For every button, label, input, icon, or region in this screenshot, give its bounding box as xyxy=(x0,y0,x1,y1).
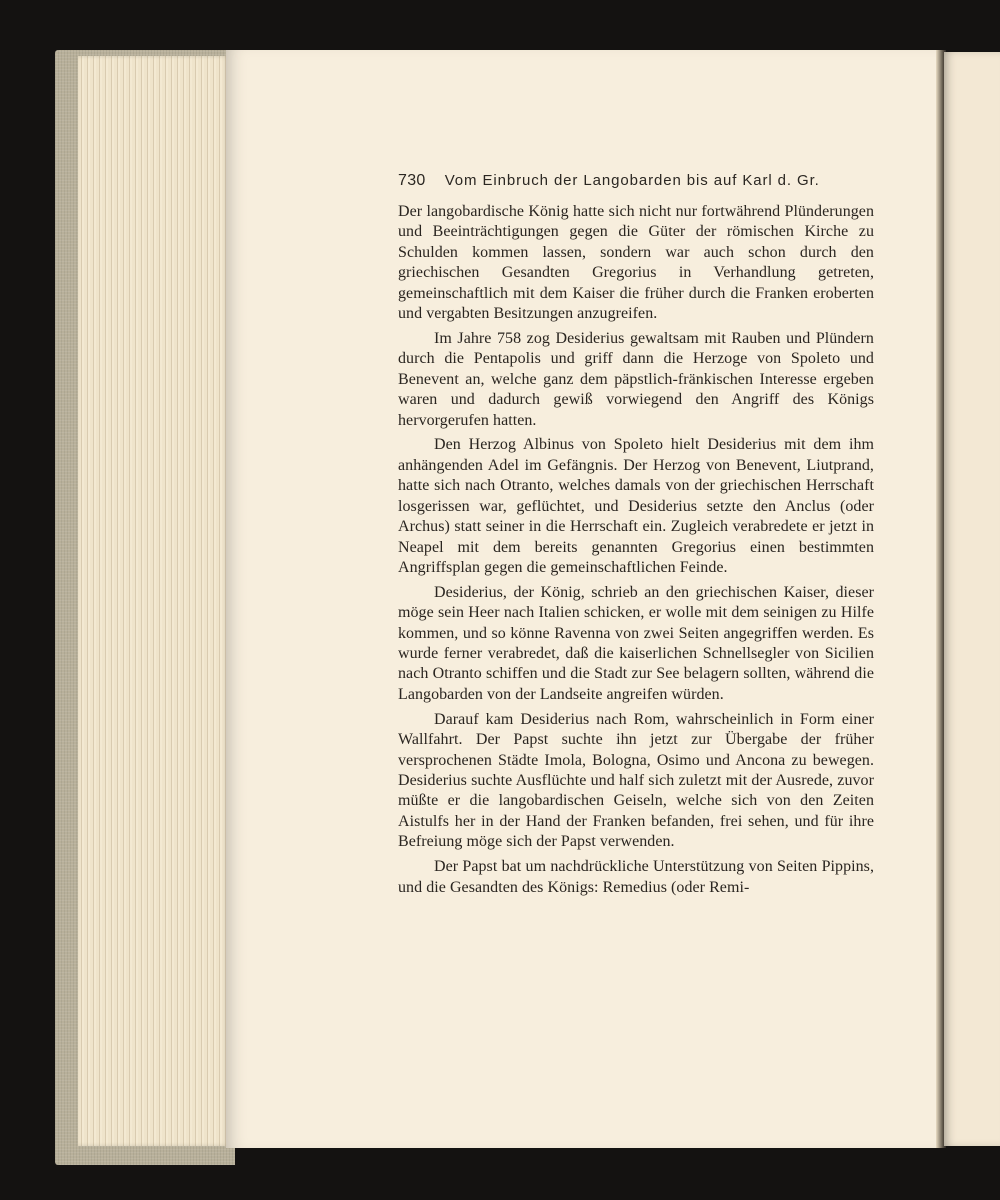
facing-page xyxy=(944,52,1000,1146)
paragraph: Desiderius, der König, schrieb an den griechischen Kaiser, dieser möge sein Heer nach Italien schicken, er wolle mit dem seinigen zu Hilfe kommen, und so könne Ravenna von zwei Seiten angegriffen werden. Es wurde ferner verabredet, daß die kaiserlichen Schnellsegler von Sicilien nach Otranto schiffen und die Stadt zur See belagern sollten, während die Langobarden von der Landseite angreifen würden. xyxy=(398,583,874,703)
running-header xyxy=(398,172,878,190)
paragraph: Im Jahre 758 zog Desiderius gewaltsam mit Rauben und Plündern durch die Pentapolis und griff dann die Herzoge von Spoleto und Benevent an, welche ganz dem päpstlich-fränkischen Interesse ergeben waren und dadurch gewiß vorwiegend den Angriff des Königs hervorgerufen hatten. xyxy=(398,329,874,429)
body-text xyxy=(398,202,874,902)
paragraph: Den Herzog Albinus von Spoleto hielt Desiderius mit dem ihm anhängenden Adel im Gefängnis. Der Herzog von Benevent, Liutprand, hatte sich nach Otranto, welches damals von der griechischen Herrschaft losgerissen war, geflüchtet, und Desiderius setzte den Anclus (oder Archus) statt seiner in die Herrschaft ein. Zugleich verabredete er jetzt in Neapel mit dem bereits genannten Gregorius einen bestimmten Angriffsplan gegen die gemeinschaftlichen Feinde. xyxy=(398,436,874,576)
paragraph: Der langobardische König hatte sich nicht nur fortwährend Plünderungen und Beeinträchtigungen gegen die Güter der römischen Kirche zu Schulden kommen lassen, sondern war auch schon durch den griechischen Gesandten Gregorius in Verhandlung getreten, gemeinschaftlich mit dem Kaiser die früher durch die Franken eroberten und vergabten Besitzungen anzugreifen. xyxy=(398,203,874,323)
running-head-title: Vom Einbruch der Langobarden bis auf Karl d. Gr. xyxy=(444,172,820,189)
paragraph: Der Papst bat um nachdrückliche Unterstützung von Seiten Pippins, und die Gesandten des Königs: Remedius (oder Remi- xyxy=(398,858,874,896)
page-number: 730 xyxy=(398,172,426,189)
paragraph: Darauf kam Desiderius nach Rom, wahrscheinlich in Form einer Wallfahrt. Der Papst suchte ihn jetzt zur Übergabe der früher versprochenen Städte Imola, Bologna, Osimo und Ancona zu bewegen. Desiderius suchte Ausflüchte und half sich zuletzt mit der Ausrede, zuvor müßte er die langobardischen Geiseln, welche sich von den Zeiten Aistulfs her in der Hand der Franken befanden, frei sehen, und für ihre Befreiung möge sich der Papst verwenden. xyxy=(398,710,874,851)
page-edges xyxy=(78,56,228,1146)
